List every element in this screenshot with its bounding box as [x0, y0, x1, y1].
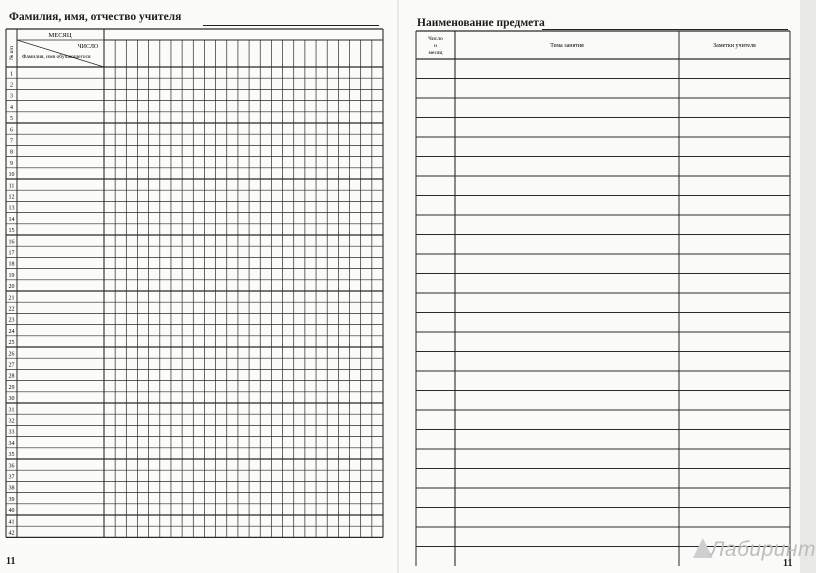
row-number: 11 — [8, 183, 15, 190]
row-number: 7 — [10, 138, 13, 145]
row-number: 39 — [8, 496, 15, 503]
row-number: 28 — [8, 373, 15, 380]
row-number: 31 — [8, 407, 15, 414]
row-number: 15 — [8, 228, 15, 235]
lessons-table — [399, 0, 800, 573]
row-number: 40 — [8, 508, 15, 515]
watermark-logo-icon: ▲ — [686, 529, 720, 566]
row-number: 18 — [8, 261, 15, 268]
attendance-grid — [0, 0, 397, 573]
row-number: 24 — [8, 328, 15, 335]
topic-column-header: Тема занятия — [550, 43, 584, 49]
row-number: 41 — [8, 519, 15, 526]
date-column-header: и — [434, 43, 437, 49]
row-number: 34 — [8, 440, 15, 447]
date-column-header: месяц — [428, 50, 443, 56]
row-number: 6 — [10, 127, 13, 134]
row-number: 10 — [8, 172, 15, 179]
row-number: 37 — [8, 474, 15, 481]
number-column-header: № п/п — [9, 45, 15, 60]
month-label: МЕСЯЦ — [48, 32, 72, 39]
row-number: 12 — [8, 194, 15, 201]
row-number: 3 — [10, 93, 13, 100]
row-number: 9 — [10, 160, 13, 167]
row-number: 5 — [10, 116, 13, 123]
row-number: 25 — [8, 340, 15, 347]
row-number: 16 — [8, 239, 15, 246]
row-number: 30 — [8, 396, 15, 403]
row-number: 27 — [8, 362, 15, 369]
row-number: 2 — [10, 82, 13, 89]
row-number: 4 — [10, 104, 13, 111]
row-number: 17 — [8, 250, 15, 257]
row-number: 32 — [8, 418, 15, 425]
row-number: 38 — [8, 485, 15, 492]
row-number: 14 — [8, 216, 15, 223]
row-number: 35 — [8, 452, 15, 459]
row-number: 33 — [8, 429, 15, 436]
row-number: 19 — [8, 272, 15, 279]
day-label: ЧИСЛО — [77, 44, 99, 50]
row-number: 42 — [8, 530, 15, 537]
row-number: 29 — [8, 384, 15, 391]
watermark-text: Лабиринт — [710, 538, 816, 561]
row-number: 23 — [8, 317, 15, 324]
right-page — [399, 0, 800, 573]
row-number: 22 — [8, 306, 15, 313]
row-number: 26 — [8, 351, 15, 358]
left-page — [0, 0, 397, 573]
subject-name-label: Наименование предмета — [417, 17, 545, 29]
page-number-right: 11 — [783, 558, 793, 569]
row-number: 13 — [8, 205, 15, 212]
watermark — [686, 528, 816, 568]
row-number: 36 — [8, 463, 15, 470]
row-number: 1 — [10, 71, 13, 78]
row-number: 21 — [8, 295, 15, 302]
students-label: Фамилия, имя обучающегося — [22, 54, 91, 60]
page-number-left: 11 — [6, 556, 16, 567]
teacher-name-label: Фамилия, имя, отчество учителя — [9, 11, 182, 23]
date-column-header: Число — [428, 36, 443, 42]
notes-column-header: Заметки учителя — [713, 43, 756, 49]
row-number: 8 — [10, 149, 13, 156]
row-number: 20 — [8, 284, 15, 291]
